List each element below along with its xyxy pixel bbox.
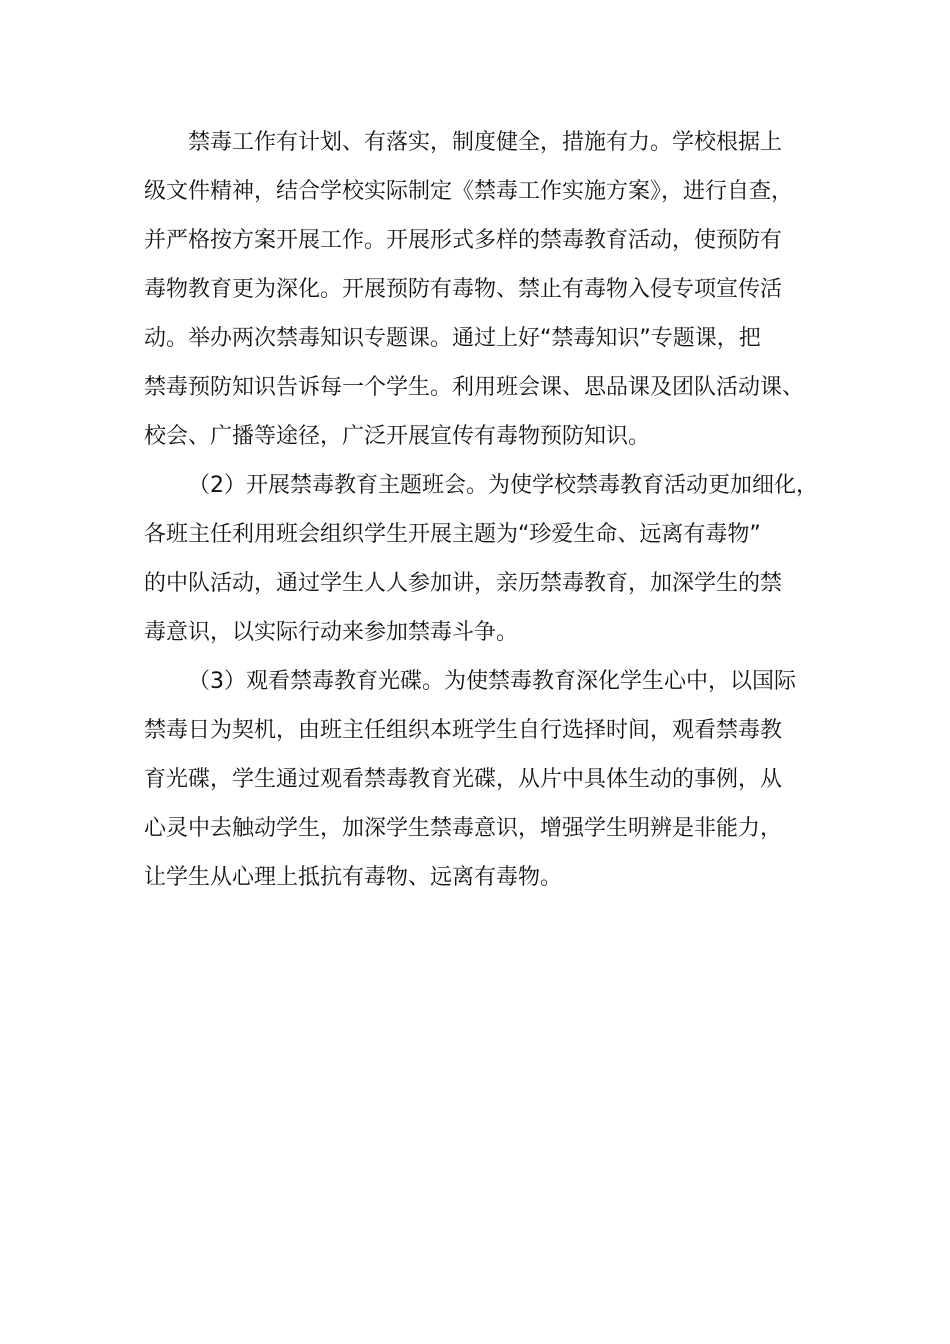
paragraph-1-line-2: 级文件精神，结合学校实际制定《禁毒工作实施方案》，进行自查，: [144, 179, 794, 204]
paragraph-1-line-5: 动。举办两次禁毒知识专题课。通过上好“禁毒知识”专题课，把: [144, 326, 761, 351]
paragraph-3-line-1: （3）观看禁毒教育光碟。为使禁毒教育深化学生心中，以国际: [188, 669, 796, 694]
paragraph-3-line-4: 心灵中去触动学生，加深学生禁毒意识，增强学生明辨是非能力，: [144, 816, 783, 841]
paragraph-2-line-4: 毒意识，以实际行动来参加禁毒斗争。: [144, 620, 519, 645]
paragraph-2-line-1: （2）开展禁毒教育主题班会。为使学校禁毒教育活动更加细化，: [188, 473, 818, 498]
paragraph-1-line-6: 禁毒预防知识告诉每一个学生。利用班会课、思品课及团队活动课、: [144, 375, 805, 400]
paragraph-2-line-2: 各班主任利用班会组织学生开展主题为“珍爱生命、远离有毒物”: [144, 522, 761, 547]
paragraph-3-line-2: 禁毒日为契机，由班主任组织本班学生自行选择时间，观看禁毒教: [144, 718, 783, 743]
paragraph-1-line-3: 并严格按方案开展工作。开展形式多样的禁毒教育活动，使预防有: [144, 228, 783, 253]
paragraph-2-line-3: 的中队活动，通过学生人人参加讲，亲历禁毒教育，加深学生的禁: [144, 571, 783, 596]
paragraph-3-line-3: 育光碟，学生通过观看禁毒教育光碟，从片中具体生动的事例，从: [144, 767, 783, 792]
paragraph-1-line-1: 禁毒工作有计划、有落实，制度健全，措施有力。学校根据上: [188, 130, 783, 155]
paragraph-3-line-5: 让学生从心理上抵抗有毒物、远离有毒物。: [144, 865, 563, 890]
paragraph-1-line-4: 毒物教育更为深化。开展预防有毒物、禁止有毒物入侵专项宣传活: [144, 277, 783, 302]
paragraph-1-line-7: 校会、广播等途径，广泛开展宣传有毒物预防知识。: [144, 424, 651, 449]
